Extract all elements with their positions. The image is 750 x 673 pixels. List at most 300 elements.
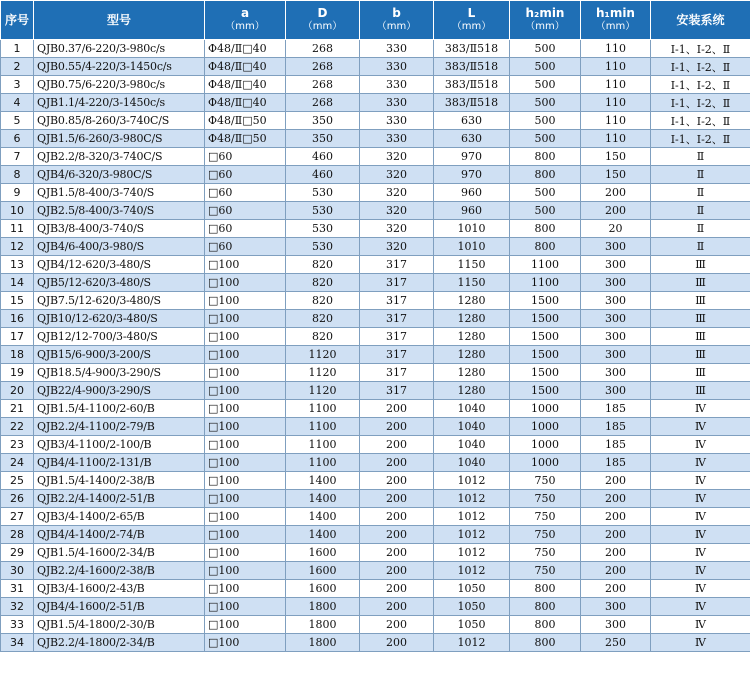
- table-row: [1, 598, 750, 616]
- cell-install-system: Ⅱ: [651, 148, 750, 166]
- cell-l: 1012: [434, 562, 510, 580]
- cell-seq: 9: [1, 184, 34, 202]
- cell-install-system: Ⅲ: [651, 274, 750, 292]
- cell-h1min: 110: [581, 94, 651, 112]
- cell-install-system: Ⅲ: [651, 292, 750, 310]
- cell-d: 1400: [286, 508, 360, 526]
- cell-d: 1120: [286, 346, 360, 364]
- cell-l: 960: [434, 184, 510, 202]
- cell-d: 1100: [286, 400, 360, 418]
- cell-seq: 27: [1, 508, 34, 526]
- cell-seq: 13: [1, 256, 34, 274]
- header-install-system: 安装系统: [651, 1, 750, 40]
- cell-a: □100: [205, 508, 286, 526]
- cell-b: 200: [360, 472, 434, 490]
- cell-b: 200: [360, 454, 434, 472]
- cell-d: 1600: [286, 580, 360, 598]
- cell-l: 970: [434, 166, 510, 184]
- cell-h2min: 500: [510, 40, 581, 58]
- cell-a: □100: [205, 310, 286, 328]
- cell-seq: 5: [1, 112, 34, 130]
- cell-model: QJB4/12-620/3-480/S: [34, 256, 205, 274]
- cell-model: QJB3/4-1400/2-65/B: [34, 508, 205, 526]
- cell-model: QJB0.37/6-220/3-980c/s: [34, 40, 205, 58]
- cell-b: 200: [360, 616, 434, 634]
- cell-a: Φ48/Ⅱ□40: [205, 40, 286, 58]
- cell-seq: 32: [1, 598, 34, 616]
- cell-h2min: 1500: [510, 382, 581, 400]
- cell-a: □60: [205, 184, 286, 202]
- cell-h1min: 300: [581, 346, 651, 364]
- cell-a: □100: [205, 418, 286, 436]
- cell-model: QJB15/6-900/3-200/S: [34, 346, 205, 364]
- cell-seq: 28: [1, 526, 34, 544]
- cell-h1min: 185: [581, 436, 651, 454]
- cell-l: 1280: [434, 292, 510, 310]
- cell-a: □60: [205, 202, 286, 220]
- cell-l: 383/Ⅱ518: [434, 76, 510, 94]
- cell-install-system: Ⅰ-1、Ⅰ-2、Ⅱ: [651, 130, 750, 148]
- cell-seq: 11: [1, 220, 34, 238]
- cell-a: □60: [205, 166, 286, 184]
- table-row: [1, 310, 750, 328]
- cell-h1min: 300: [581, 328, 651, 346]
- cell-model: QJB4/4-1100/2-131/B: [34, 454, 205, 472]
- cell-h2min: 1000: [510, 454, 581, 472]
- cell-h1min: 185: [581, 454, 651, 472]
- cell-b: 317: [360, 364, 434, 382]
- cell-seq: 34: [1, 634, 34, 652]
- cell-h1min: 110: [581, 112, 651, 130]
- cell-b: 200: [360, 544, 434, 562]
- cell-b: 320: [360, 166, 434, 184]
- cell-model: QJB12/12-700/3-480/S: [34, 328, 205, 346]
- cell-d: 820: [286, 256, 360, 274]
- cell-model: QJB1.5/4-1800/2-30/B: [34, 616, 205, 634]
- table-row: [1, 202, 750, 220]
- table-row: [1, 526, 750, 544]
- table-row: [1, 346, 750, 364]
- cell-b: 330: [360, 130, 434, 148]
- cell-h1min: 200: [581, 580, 651, 598]
- cell-l: 1150: [434, 274, 510, 292]
- table-row: [1, 58, 750, 76]
- cell-install-system: Ⅰ-1、Ⅰ-2、Ⅱ: [651, 112, 750, 130]
- cell-h2min: 800: [510, 598, 581, 616]
- cell-seq: 18: [1, 346, 34, 364]
- cell-a: □100: [205, 598, 286, 616]
- cell-model: QJB4/6-320/3-980C/S: [34, 166, 205, 184]
- cell-d: 1800: [286, 616, 360, 634]
- cell-l: 1040: [434, 418, 510, 436]
- cell-l: 1012: [434, 544, 510, 562]
- cell-h2min: 800: [510, 580, 581, 598]
- cell-d: 820: [286, 292, 360, 310]
- cell-l: 1010: [434, 238, 510, 256]
- cell-b: 200: [360, 580, 434, 598]
- cell-model: QJB18.5/4-900/3-290/S: [34, 364, 205, 382]
- header-h1min: h₁min （mm）: [581, 1, 651, 40]
- cell-a: □100: [205, 580, 286, 598]
- cell-h2min: 500: [510, 76, 581, 94]
- cell-l: 383/Ⅱ518: [434, 94, 510, 112]
- table-row: [1, 472, 750, 490]
- cell-a: □100: [205, 436, 286, 454]
- cell-h1min: 300: [581, 598, 651, 616]
- header-model: 型号: [34, 1, 205, 40]
- cell-seq: 12: [1, 238, 34, 256]
- cell-seq: 33: [1, 616, 34, 634]
- cell-h1min: 250: [581, 634, 651, 652]
- cell-model: QJB2.2/4-1600/2-38/B: [34, 562, 205, 580]
- cell-l: 1050: [434, 580, 510, 598]
- cell-model: QJB4/4-1400/2-74/B: [34, 526, 205, 544]
- cell-l: 1280: [434, 364, 510, 382]
- cell-model: QJB5/12-620/3-480/S: [34, 274, 205, 292]
- cell-install-system: Ⅳ: [651, 580, 750, 598]
- cell-d: 820: [286, 274, 360, 292]
- cell-l: 1012: [434, 526, 510, 544]
- cell-h2min: 500: [510, 58, 581, 76]
- cell-d: 1100: [286, 436, 360, 454]
- cell-d: 1800: [286, 598, 360, 616]
- cell-h2min: 1500: [510, 364, 581, 382]
- cell-install-system: Ⅰ-1、Ⅰ-2、Ⅱ: [651, 40, 750, 58]
- cell-model: QJB2.2/4-1400/2-51/B: [34, 490, 205, 508]
- cell-d: 268: [286, 94, 360, 112]
- cell-d: 268: [286, 76, 360, 94]
- cell-seq: 26: [1, 490, 34, 508]
- cell-h1min: 185: [581, 418, 651, 436]
- cell-l: 1280: [434, 310, 510, 328]
- cell-l: 1012: [434, 634, 510, 652]
- table-row: [1, 490, 750, 508]
- table-row: [1, 220, 750, 238]
- cell-l: 1050: [434, 616, 510, 634]
- cell-seq: 8: [1, 166, 34, 184]
- table-row: [1, 166, 750, 184]
- cell-b: 330: [360, 112, 434, 130]
- cell-h2min: 1000: [510, 400, 581, 418]
- cell-h1min: 300: [581, 256, 651, 274]
- cell-install-system: Ⅱ: [651, 238, 750, 256]
- cell-h2min: 750: [510, 544, 581, 562]
- cell-model: QJB2.2/4-1800/2-34/B: [34, 634, 205, 652]
- cell-seq: 15: [1, 292, 34, 310]
- table-row: [1, 436, 750, 454]
- cell-b: 317: [360, 274, 434, 292]
- cell-a: Φ48/Ⅱ□50: [205, 112, 286, 130]
- cell-install-system: Ⅲ: [651, 382, 750, 400]
- cell-h1min: 300: [581, 292, 651, 310]
- cell-b: 317: [360, 328, 434, 346]
- cell-b: 320: [360, 238, 434, 256]
- cell-install-system: Ⅳ: [651, 436, 750, 454]
- cell-d: 530: [286, 220, 360, 238]
- cell-install-system: Ⅲ: [651, 346, 750, 364]
- cell-h2min: 500: [510, 94, 581, 112]
- cell-h1min: 300: [581, 382, 651, 400]
- cell-model: QJB1.5/4-1400/2-38/B: [34, 472, 205, 490]
- cell-install-system: Ⅲ: [651, 310, 750, 328]
- cell-seq: 25: [1, 472, 34, 490]
- cell-h1min: 150: [581, 148, 651, 166]
- cell-install-system: Ⅲ: [651, 328, 750, 346]
- cell-l: 1050: [434, 598, 510, 616]
- cell-install-system: Ⅳ: [651, 634, 750, 652]
- cell-install-system: Ⅳ: [651, 508, 750, 526]
- cell-seq: 29: [1, 544, 34, 562]
- cell-d: 530: [286, 202, 360, 220]
- cell-a: □100: [205, 274, 286, 292]
- cell-d: 350: [286, 112, 360, 130]
- table-row: [1, 76, 750, 94]
- cell-b: 330: [360, 58, 434, 76]
- cell-seq: 4: [1, 94, 34, 112]
- cell-d: 1400: [286, 526, 360, 544]
- cell-install-system: Ⅳ: [651, 598, 750, 616]
- cell-h1min: 110: [581, 130, 651, 148]
- cell-a: □100: [205, 490, 286, 508]
- cell-h2min: 750: [510, 562, 581, 580]
- cell-install-system: Ⅳ: [651, 472, 750, 490]
- table-row: [1, 364, 750, 382]
- cell-d: 460: [286, 166, 360, 184]
- header-b: b （mm）: [360, 1, 434, 40]
- cell-install-system: Ⅳ: [651, 418, 750, 436]
- cell-b: 200: [360, 526, 434, 544]
- cell-b: 200: [360, 490, 434, 508]
- cell-install-system: Ⅰ-1、Ⅰ-2、Ⅱ: [651, 58, 750, 76]
- cell-d: 1800: [286, 634, 360, 652]
- cell-d: 1400: [286, 472, 360, 490]
- cell-seq: 7: [1, 148, 34, 166]
- cell-a: □100: [205, 364, 286, 382]
- cell-h2min: 1500: [510, 292, 581, 310]
- cell-model: QJB1.1/4-220/3-1450c/s: [34, 94, 205, 112]
- cell-model: QJB2.5/8-400/3-740/S: [34, 202, 205, 220]
- cell-model: QJB1.5/4-1600/2-34/B: [34, 544, 205, 562]
- table-row: [1, 580, 750, 598]
- header-d: D （mm）: [286, 1, 360, 40]
- cell-b: 330: [360, 40, 434, 58]
- cell-h2min: 800: [510, 238, 581, 256]
- table-row: [1, 292, 750, 310]
- cell-b: 200: [360, 508, 434, 526]
- cell-a: □100: [205, 328, 286, 346]
- cell-h1min: 150: [581, 166, 651, 184]
- cell-seq: 10: [1, 202, 34, 220]
- cell-d: 1100: [286, 418, 360, 436]
- cell-h2min: 800: [510, 148, 581, 166]
- cell-a: □60: [205, 220, 286, 238]
- cell-h1min: 200: [581, 562, 651, 580]
- cell-b: 317: [360, 256, 434, 274]
- cell-b: 200: [360, 598, 434, 616]
- cell-d: 1100: [286, 454, 360, 472]
- cell-b: 330: [360, 76, 434, 94]
- cell-l: 1280: [434, 346, 510, 364]
- table-row: [1, 328, 750, 346]
- cell-h1min: 200: [581, 508, 651, 526]
- cell-model: QJB1.5/6-260/3-980C/S: [34, 130, 205, 148]
- cell-h1min: 300: [581, 616, 651, 634]
- cell-h2min: 1100: [510, 256, 581, 274]
- cell-d: 350: [286, 130, 360, 148]
- cell-seq: 24: [1, 454, 34, 472]
- cell-l: 1040: [434, 400, 510, 418]
- cell-b: 317: [360, 310, 434, 328]
- cell-b: 200: [360, 400, 434, 418]
- cell-b: 200: [360, 436, 434, 454]
- cell-h1min: 300: [581, 238, 651, 256]
- table-header: [1, 1, 750, 40]
- cell-h2min: 800: [510, 220, 581, 238]
- cell-install-system: Ⅱ: [651, 184, 750, 202]
- cell-h2min: 750: [510, 490, 581, 508]
- cell-h2min: 750: [510, 526, 581, 544]
- cell-b: 320: [360, 202, 434, 220]
- cell-h1min: 110: [581, 40, 651, 58]
- cell-b: 200: [360, 562, 434, 580]
- cell-seq: 2: [1, 58, 34, 76]
- cell-model: QJB0.85/8-260/3-740C/S: [34, 112, 205, 130]
- header-seq: 序号: [1, 1, 34, 40]
- cell-l: 630: [434, 130, 510, 148]
- cell-install-system: Ⅰ-1、Ⅰ-2、Ⅱ: [651, 94, 750, 112]
- cell-model: QJB3/4-1600/2-43/B: [34, 580, 205, 598]
- cell-h2min: 750: [510, 508, 581, 526]
- cell-h2min: 1100: [510, 274, 581, 292]
- table-row: [1, 634, 750, 652]
- cell-model: QJB7.5/12-620/3-480/S: [34, 292, 205, 310]
- cell-d: 1120: [286, 382, 360, 400]
- cell-install-system: Ⅱ: [651, 220, 750, 238]
- cell-b: 317: [360, 346, 434, 364]
- cell-h2min: 1500: [510, 310, 581, 328]
- cell-d: 1600: [286, 544, 360, 562]
- cell-seq: 14: [1, 274, 34, 292]
- cell-l: 630: [434, 112, 510, 130]
- cell-b: 330: [360, 94, 434, 112]
- cell-a: Φ48/Ⅱ□40: [205, 94, 286, 112]
- cell-h2min: 800: [510, 166, 581, 184]
- table-row: [1, 148, 750, 166]
- cell-model: QJB2.2/8-320/3-740C/S: [34, 148, 205, 166]
- cell-model: QJB0.75/6-220/3-980c/s: [34, 76, 205, 94]
- cell-model: QJB3/4-1100/2-100/B: [34, 436, 205, 454]
- cell-model: QJB10/12-620/3-480/S: [34, 310, 205, 328]
- cell-d: 1400: [286, 490, 360, 508]
- cell-d: 460: [286, 148, 360, 166]
- cell-a: □100: [205, 616, 286, 634]
- cell-l: 383/Ⅱ518: [434, 40, 510, 58]
- cell-model: QJB4/6-400/3-980/S: [34, 238, 205, 256]
- cell-a: □100: [205, 346, 286, 364]
- table-row: [1, 616, 750, 634]
- cell-d: 268: [286, 58, 360, 76]
- cell-install-system: Ⅳ: [651, 400, 750, 418]
- cell-d: 530: [286, 238, 360, 256]
- cell-a: □100: [205, 400, 286, 418]
- header-l: L （mm）: [434, 1, 510, 40]
- cell-model: QJB1.5/8-400/3-740/S: [34, 184, 205, 202]
- cell-a: □60: [205, 238, 286, 256]
- cell-h2min: 1000: [510, 418, 581, 436]
- cell-h1min: 200: [581, 472, 651, 490]
- cell-install-system: Ⅱ: [651, 202, 750, 220]
- cell-seq: 1: [1, 40, 34, 58]
- cell-h1min: 200: [581, 202, 651, 220]
- table-row: [1, 40, 750, 58]
- cell-install-system: Ⅳ: [651, 544, 750, 562]
- cell-l: 1150: [434, 256, 510, 274]
- table-row: [1, 256, 750, 274]
- cell-a: □100: [205, 382, 286, 400]
- table-row: [1, 562, 750, 580]
- cell-a: □100: [205, 454, 286, 472]
- cell-h2min: 1000: [510, 436, 581, 454]
- cell-a: □100: [205, 472, 286, 490]
- table-row: [1, 544, 750, 562]
- cell-install-system: Ⅳ: [651, 526, 750, 544]
- cell-d: 530: [286, 184, 360, 202]
- cell-d: 1600: [286, 562, 360, 580]
- cell-install-system: Ⅳ: [651, 616, 750, 634]
- cell-seq: 22: [1, 418, 34, 436]
- cell-l: 1010: [434, 220, 510, 238]
- cell-h2min: 1500: [510, 346, 581, 364]
- cell-l: 1012: [434, 472, 510, 490]
- cell-h1min: 200: [581, 526, 651, 544]
- cell-h1min: 300: [581, 274, 651, 292]
- cell-seq: 19: [1, 364, 34, 382]
- cell-model: QJB22/4-900/3-290/S: [34, 382, 205, 400]
- cell-model: QJB2.2/4-1100/2-79/B: [34, 418, 205, 436]
- cell-model: QJB1.5/4-1100/2-60/B: [34, 400, 205, 418]
- cell-seq: 17: [1, 328, 34, 346]
- cell-install-system: Ⅲ: [651, 364, 750, 382]
- cell-a: □100: [205, 544, 286, 562]
- cell-install-system: Ⅳ: [651, 490, 750, 508]
- cell-h2min: 750: [510, 472, 581, 490]
- cell-install-system: Ⅳ: [651, 562, 750, 580]
- cell-l: 1280: [434, 328, 510, 346]
- cell-l: 1012: [434, 490, 510, 508]
- cell-l: 970: [434, 148, 510, 166]
- table-row: [1, 94, 750, 112]
- table-body: [1, 40, 750, 652]
- cell-seq: 6: [1, 130, 34, 148]
- cell-h1min: 20: [581, 220, 651, 238]
- cell-b: 320: [360, 184, 434, 202]
- cell-b: 320: [360, 220, 434, 238]
- cell-d: 1120: [286, 364, 360, 382]
- cell-h1min: 300: [581, 310, 651, 328]
- cell-h1min: 185: [581, 400, 651, 418]
- cell-a: □100: [205, 526, 286, 544]
- cell-a: □100: [205, 256, 286, 274]
- cell-a: Φ48/Ⅱ□40: [205, 76, 286, 94]
- cell-l: 1280: [434, 382, 510, 400]
- cell-h1min: 110: [581, 76, 651, 94]
- table-row: [1, 382, 750, 400]
- table-row: [1, 184, 750, 202]
- header-a: a （mm）: [205, 1, 286, 40]
- cell-seq: 20: [1, 382, 34, 400]
- cell-l: 1012: [434, 508, 510, 526]
- cell-l: 1040: [434, 454, 510, 472]
